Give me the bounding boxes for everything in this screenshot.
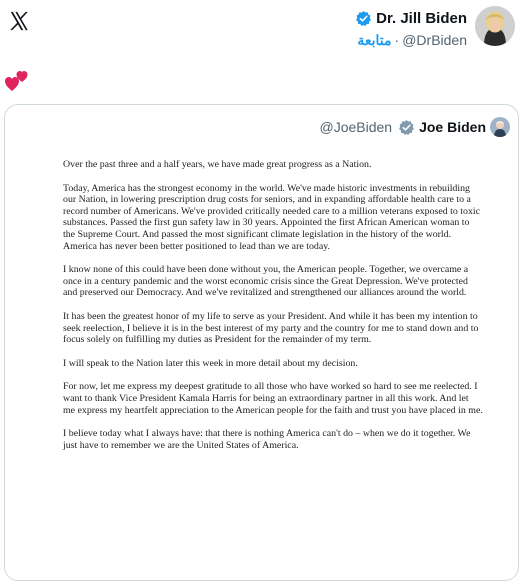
author-avatar[interactable] — [475, 6, 515, 46]
author-subline — [355, 32, 467, 49]
letter-body — [63, 159, 483, 463]
author-handle[interactable]: @DrBiden — [402, 32, 467, 48]
letter-paragraph: I will speak to the Nation later this week in more detail about my decision. — [63, 357, 358, 369]
letter-paragraph: It has been the greatest honor of my life to serve as your President. And while it has been my intention to seek reelection, I believe it is in the best interest of my party and the country for me to stand down and to focus solely on fulfilling my duties as President for the remainder of my term. — [63, 310, 479, 346]
author-name[interactable]: Dr. Jill Biden — [376, 10, 467, 27]
verified-badge-icon — [398, 119, 415, 136]
letter-paragraph: For now, let me express my deepest gratitude to all those who have worked so hard to see me reelected. I want to thank Vice President Kamala Harris for being an extraordinary partner in all this work. And let me express my heartfelt appreciation to the American people for the faith and trust you have placed in me. — [63, 381, 483, 416]
tweet-author-header — [355, 6, 515, 49]
x-logo-icon[interactable] — [8, 10, 30, 32]
embedded-author-avatar — [490, 117, 510, 137]
separator-dot: · — [394, 32, 400, 48]
embedded-author-handle: @JoeBiden — [319, 119, 393, 135]
letter-paragraph: Over the past three and a half years, we have made great progress as a Nation. — [63, 159, 372, 170]
embedded-author-header — [320, 117, 511, 137]
verified-badge-icon — [355, 10, 372, 27]
author-name-row — [355, 10, 467, 27]
letter-paragraph: Today, America has the strongest economy in the world. We've made historic investments in rebuilding our Nation, in lowering prescription drug costs for seniors, and in expanding affordable health care to a record number of Americans. We've provided critically needed care to a million veterans exposed to toxic substances. Passed the first gun safety law in 30 years. Appointed the first African American woman to the Supreme Court. And passed the most significant climate legislation in the history of the world. America has never been better positioned to lead than we are today. — [63, 182, 481, 252]
letter-paragraph: I know none of this could have been done without you, the American people. Together, we overcame a once in a century pandemic and the worst economic crisis since the Great Depression. We've protected and preserved our Democracy. And we've revitalized and strengthened our alliances around the world. — [63, 264, 469, 299]
follow-button[interactable]: متابعة — [357, 32, 392, 48]
two-hearts-icon — [4, 67, 30, 93]
tweet-media-image[interactable] — [4, 104, 519, 581]
author-info — [355, 6, 467, 49]
letter-paragraph: I believe today what I always have: that there is nothing America can't do – when we do it together. We just have to remember we are the United States of America. — [63, 428, 471, 451]
embedded-author-name: Joe Biden — [419, 119, 486, 135]
